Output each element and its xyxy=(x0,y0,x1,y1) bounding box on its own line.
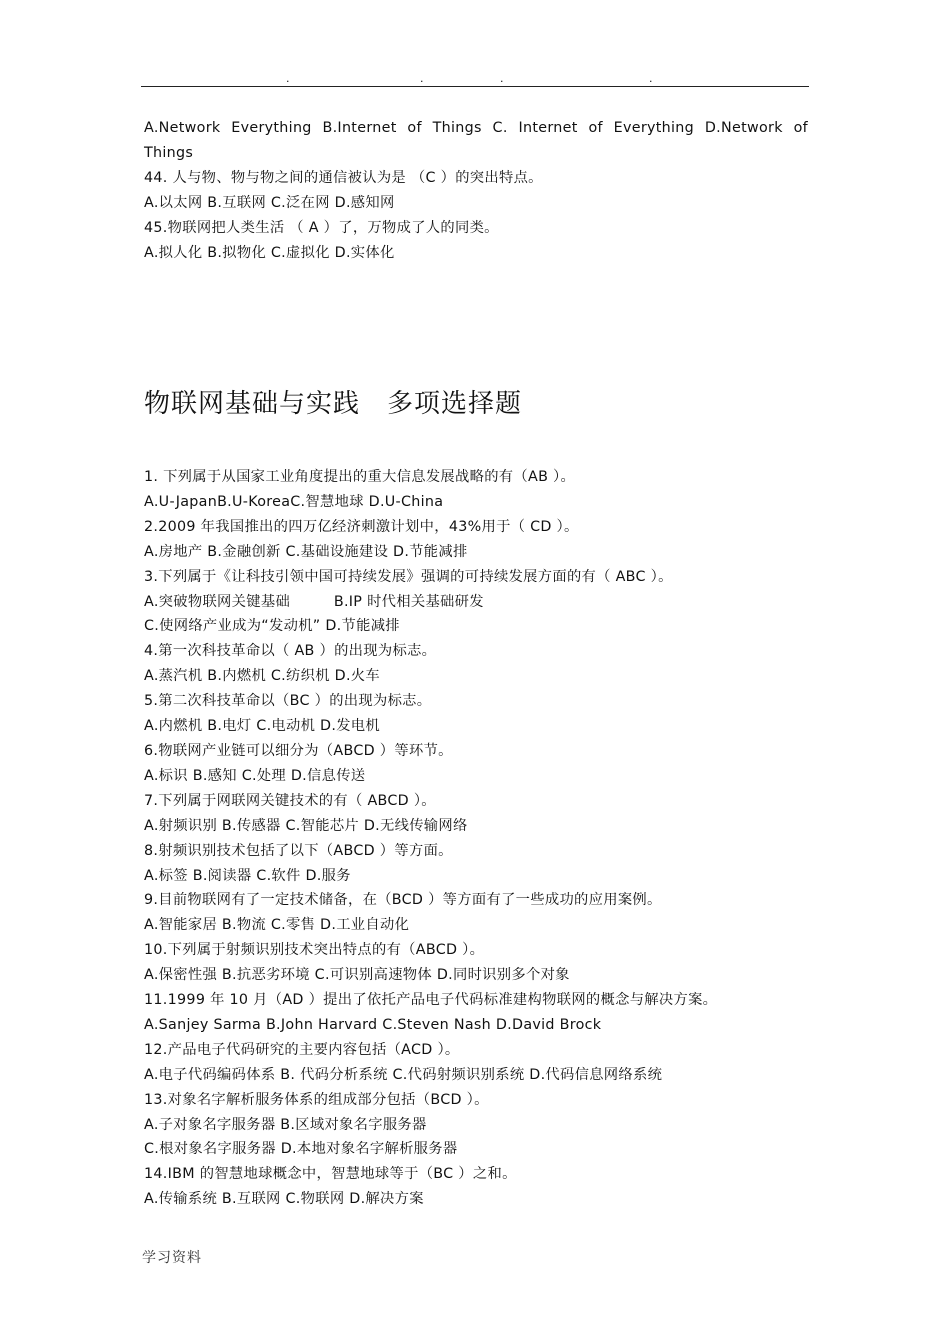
question-1: 1. 下列属于从国家工业角度提出的重大信息发展战略的有（AB ）。 xyxy=(144,469,576,485)
answer-options-7: A.射频识别 B.传感器 C.智能芯片 D.无线传输网络 xyxy=(144,817,468,834)
question-10: 10.下列属于射频识别技术突出特点的有（ABCD ）。 xyxy=(144,942,485,959)
page-footer: 学习资料 xyxy=(142,1250,202,1266)
question-7: 7.下列属于网联网关键技术的有（ ABCD ）。 xyxy=(144,792,436,809)
answer-options-3a: A.突破物联网关键基础 B.IP 时代相关基础研发 xyxy=(144,593,484,610)
answer-options-13a: A.子对象名字服务器 B.区域对象名字服务器 xyxy=(144,1116,427,1133)
question-11: 11.1999 年 10 月（AD ）提出了依托产品电子代码标准建构物联网的概念与解决方案。 xyxy=(144,992,718,1009)
header-rule xyxy=(141,86,809,87)
answer-options-14: A.传输系统 B.互联网 C.物联网 D.解决方案 xyxy=(144,1191,424,1208)
answer-options-9: A.智能家居 B.物流 C.零售 D.工业自动化 xyxy=(144,917,410,934)
section-title: 物联网基础与实践 多项选择题 xyxy=(144,389,523,419)
answer-options-11: A.Sanjey Sarma B.John Harvard C.Steven Nash D.David Brock xyxy=(144,1016,602,1033)
answer-options-10: A.保密性强 B.抗恶劣环境 C.可识别高速物体 D.同时识别多个对象 xyxy=(144,967,570,984)
question-12: 12.产品电子代码研究的主要内容包括（ACD ）。 xyxy=(144,1041,460,1058)
answer-options-2: A.房地产 B.金融创新 C.基础设施建设 D.节能减排 xyxy=(144,543,468,560)
question-4: 4.第一次科技革命以（ AB ）的出现为标志。 xyxy=(144,643,437,660)
answer-options-12: A.电子代码编码体系 B. 代码分析系统 C.代码射频识别系统 D.代码信息网络系统 xyxy=(144,1066,663,1083)
answer-options-4: A.蒸汽机 B.内燃机 C.纺织机 D.火车 xyxy=(144,668,381,685)
question-44: 44. 人与物、物与物之间的通信被认为是 （C ）的突出特点。 xyxy=(144,169,543,186)
header-dots xyxy=(141,72,809,86)
answer-options-1: A.U-JapanB.U-KoreaC.智慧地球 D.U-China xyxy=(144,493,444,510)
answer-options-43: A.Network Everything B.Internet of Things C. Internet of Everything D.Network of Things xyxy=(144,120,808,161)
answer-options-5: A.内燃机 B.电灯 C.电动机 D.发电机 xyxy=(144,718,381,735)
answer-options-8: A.标签 B.阅读器 C.软件 D.服务 xyxy=(144,867,351,884)
multiple-choice-block xyxy=(144,465,814,1212)
header-dot: . xyxy=(500,72,504,85)
top-question-block xyxy=(144,116,814,265)
header-dot: . xyxy=(420,72,424,85)
question-9: 9.目前物联网有了一定技术储备，在（BCD ）等方面有了一些成功的应用案例。 xyxy=(144,892,662,909)
answer-options-44: A.以太网 B.互联网 C.泛在网 D.感知网 xyxy=(144,194,395,211)
question-2: 2.2009 年我国推出的四万亿经济刺激计划中，43%用于（ CD ）。 xyxy=(144,518,579,535)
question-6: 6.物联网产业链可以细分为（ABCD ）等环节。 xyxy=(144,742,453,759)
answer-options-6: A.标识 B.感知 C.处理 D.信息传送 xyxy=(144,767,366,784)
answer-options-3b: C.使网络产业成为“发动机” D.节能减排 xyxy=(144,618,400,635)
question-3: 3.下列属于《让科技引领中国可持续发展》强调的可持续发展方面的有（ ABC ）。 xyxy=(144,568,673,585)
question-5: 5.第二次科技革命以（BC ）的出现为标志。 xyxy=(144,693,432,710)
question-13: 13.对象名字解析服务体系的组成部分包括（BCD ）。 xyxy=(144,1091,489,1108)
header-dot: . xyxy=(286,72,290,85)
question-14: 14.IBM 的智慧地球概念中，智慧地球等于（BC ）之和。 xyxy=(144,1166,517,1183)
question-45: 45.物联网把人类生活 （ A ）了，万物成了人的同类。 xyxy=(144,219,499,236)
question-8: 8.射频识别技术包括了以下（ABCD ）等方面。 xyxy=(144,842,453,859)
header-dot: . xyxy=(649,72,653,85)
answer-options-13b: C.根对象名字服务器 D.本地对象名字解析服务器 xyxy=(144,1141,458,1158)
answer-options-45: A.拟人化 B.拟物化 C.虚拟化 D.实体化 xyxy=(144,244,395,261)
